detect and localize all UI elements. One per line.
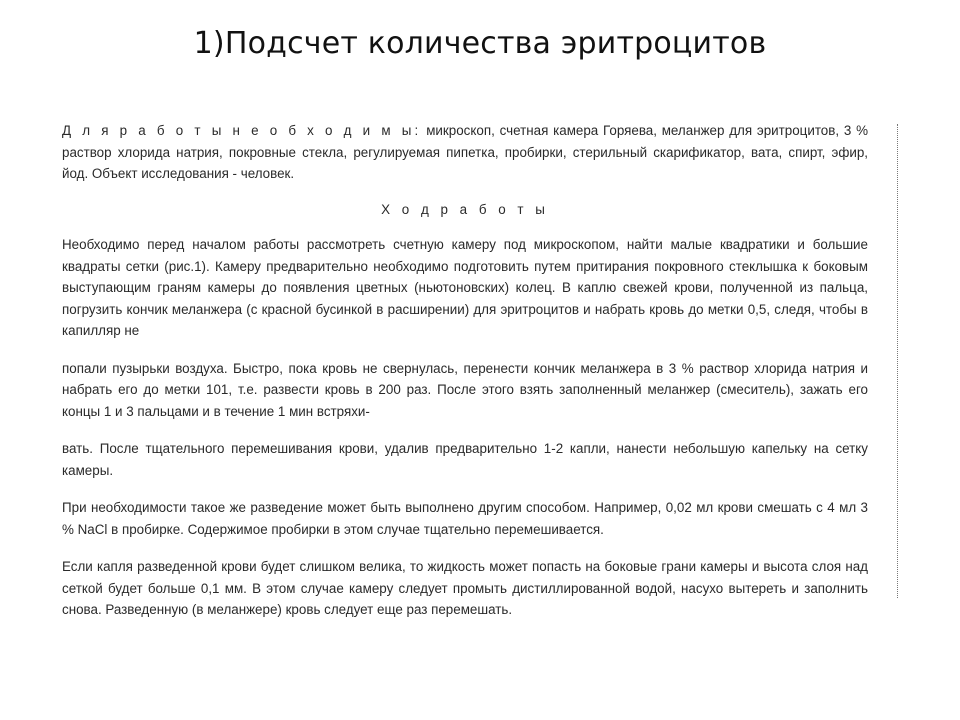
page-edge-divider <box>897 124 898 598</box>
body-paragraph: Необходимо перед началом работы рассмотреть счетную камеру под микроскопом, найти малые квадратики и большие квадраты сетки (рис.1). Камеру предварительно необходимо подготовить путем притирания покровного стеклышка к боковым выступающим граням камеры до появления цветных (ньютоновских) колец. В каплю свежей крови, полученной из пальца, погрузить кончик меланжера (с красной бусинкой в расширении) для эритроцитов и набрать кровь до метки 0,5, следя, чтобы в капилляр не <box>62 237 868 338</box>
section-heading: Х о д р а б о т ы <box>381 201 549 217</box>
slide-title: 1)Подсчет количества эритроцитов <box>193 26 767 61</box>
intro-text: микроскоп, счетная камера Горяева, меланжер для эритроцитов, 3 % раствор хлорида натрия, покровные стекла, регулируемая пипетка, пробирки, стерильный скарификатор, вата, спирт, эфир, йод. Объект исследования - человек. <box>62 123 868 181</box>
body-paragraph: При необходимости такое же разведение может быть выполнено другим способом. Например, 0,02 мл крови смешать с 4 мл 3 % NaCl в пробирке. Содержимое пробирки в этом случае тщательно перемешивается. <box>62 500 868 537</box>
intro-paragraph <box>62 120 868 185</box>
body-paragraph: вать. После тщательного перемешивания крови, удалив предварительно 1-2 капли, нанести небольшую капельку на сетку камеры. <box>62 441 868 478</box>
scanned-document <box>62 120 868 637</box>
intro-label: Д л я р а б о т ы н е о б х о д и м ы: <box>62 123 422 138</box>
body-paragraph: попали пузырьки воздуха. Быстро, пока кровь не свернулась, перенести кончик меланжера в 3 % раствор хлорида натрия и набрать его до метки 101, т.е. развести кровь в 200 раз. После этого взять заполненный меланжер (смеситель), зажать его концы 1 и 3 пальцами и в течение 1 мин встряхи- <box>62 360 868 419</box>
body-paragraph: Если капля разведенной крови будет слишком велика, то жидкость может попасть на боковые грани камеры и высота слоя над сеткой будет больше 0,1 мм. В этом случае камеру следует промыть дистиллированной водой, насухо вытереть и заполнить снова. Разведенную (в меланжере) кровь следует еще раз перемешать. <box>62 559 868 617</box>
